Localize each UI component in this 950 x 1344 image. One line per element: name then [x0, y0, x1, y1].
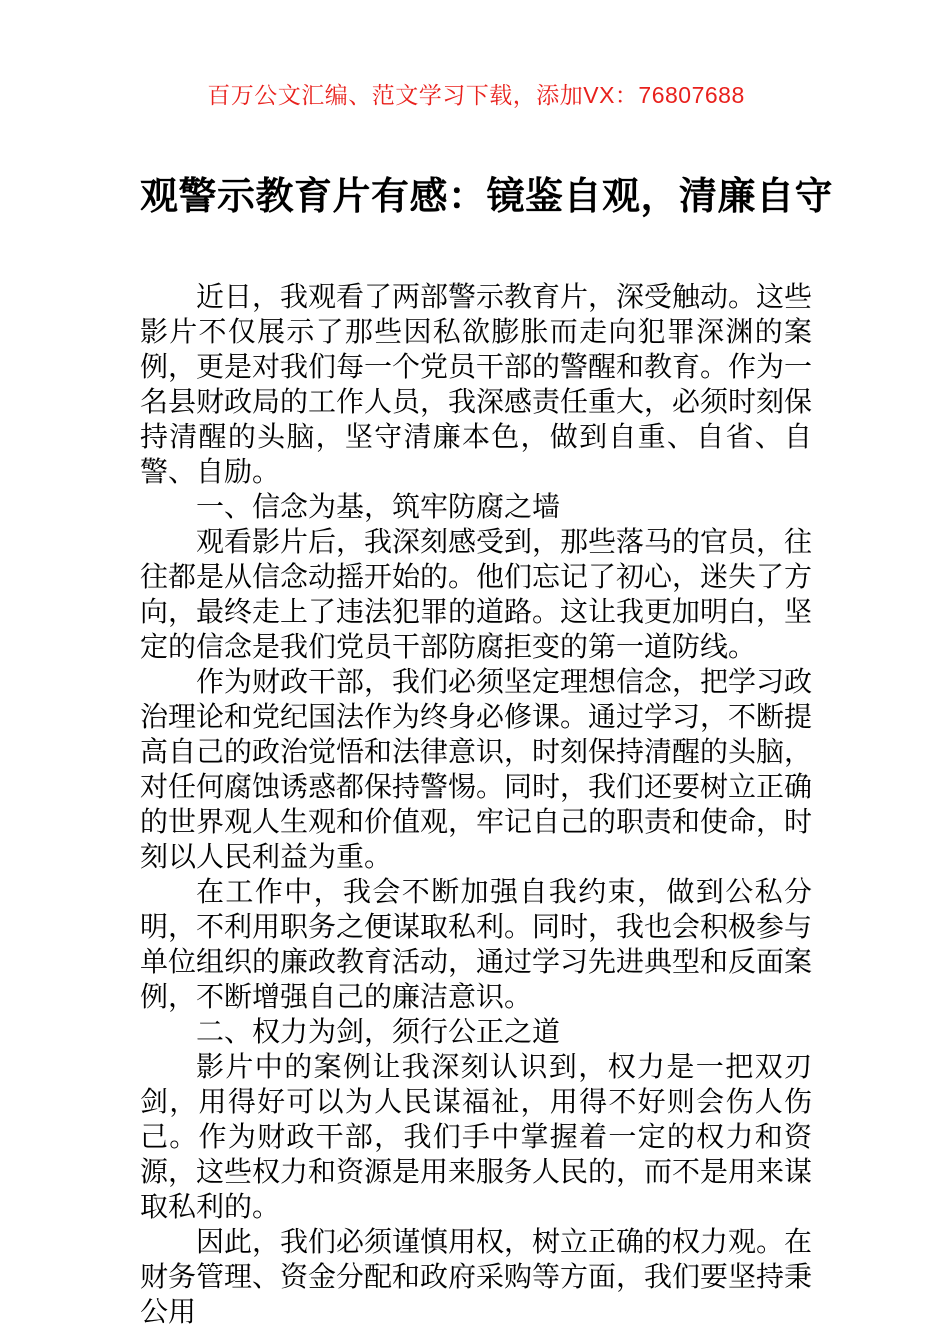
paragraph: 观看影片后，我深刻感受到，那些落马的官员，往往都是从信念动摇开始的。他们忘记了初心，迷失了方向，最终走上了违法犯罪的道路。这让我更加明白，坚定的信念是我们党员干部防腐拒变的第一道防线。 — [140, 527, 813, 663]
document-body — [140, 280, 812, 1330]
paragraph: 在工作中，我会不断加强自我约束，做到公私分明，不利用职务之便谋取私利。同时，我也会积极参与单位组织的廉政教育活动，通过学习先进典型和反面案例，不断增强自己的廉洁意识。 — [140, 877, 813, 1013]
promo-header-text: 百万公文汇编、范文学习下载，添加VX：76807688 — [207, 82, 745, 108]
paragraph: 近日，我观看了两部警示教育片，深受触动。这些影片不仅展示了那些因私欲膨胀而走向犯罪深渊的案例，更是对我们每一个党员干部的警醒和教育。作为一名县财政局的工作人员，我深感责任重大，必须时刻保持清醒的头脑，坚守清廉本色，做到自重、自省、自警、自励。 — [140, 282, 813, 488]
section-heading: 一、信念为基，筑牢防腐之墙 — [196, 492, 561, 523]
paragraph: 因此，我们必须谨慎用权，树立正确的权力观。在财务管理、资金分配和政府采购等方面，我们要坚持秉公用 — [140, 1227, 813, 1328]
section-heading: 二、权力为剑，须行公正之道 — [196, 1017, 561, 1048]
document-title: 观警示教育片有感：镜鉴自观，清廉自守 — [140, 176, 834, 218]
paragraph: 作为财政干部，我们必须坚定理想信念，把学习政治理论和党纪国法作为终身必修课。通过学习，不断提高自己的政治觉悟和法律意识，时刻保持清醒的头脑，对任何腐蚀诱惑都保持警惕。同时，我们还要树立正确的世界观人生观和价值观，牢记自己的职责和使命，时刻以人民利益为重。 — [140, 667, 813, 873]
paragraph: 影片中的案例让我深刻认识到，权力是一把双刃剑，用得好可以为人民谋福祉，用得不好则会伤人伤己。作为财政干部，我们手中掌握着一定的权力和资源，这些权力和资源是用来服务人民的，而不是用来谋取私利的。 — [140, 1052, 813, 1223]
